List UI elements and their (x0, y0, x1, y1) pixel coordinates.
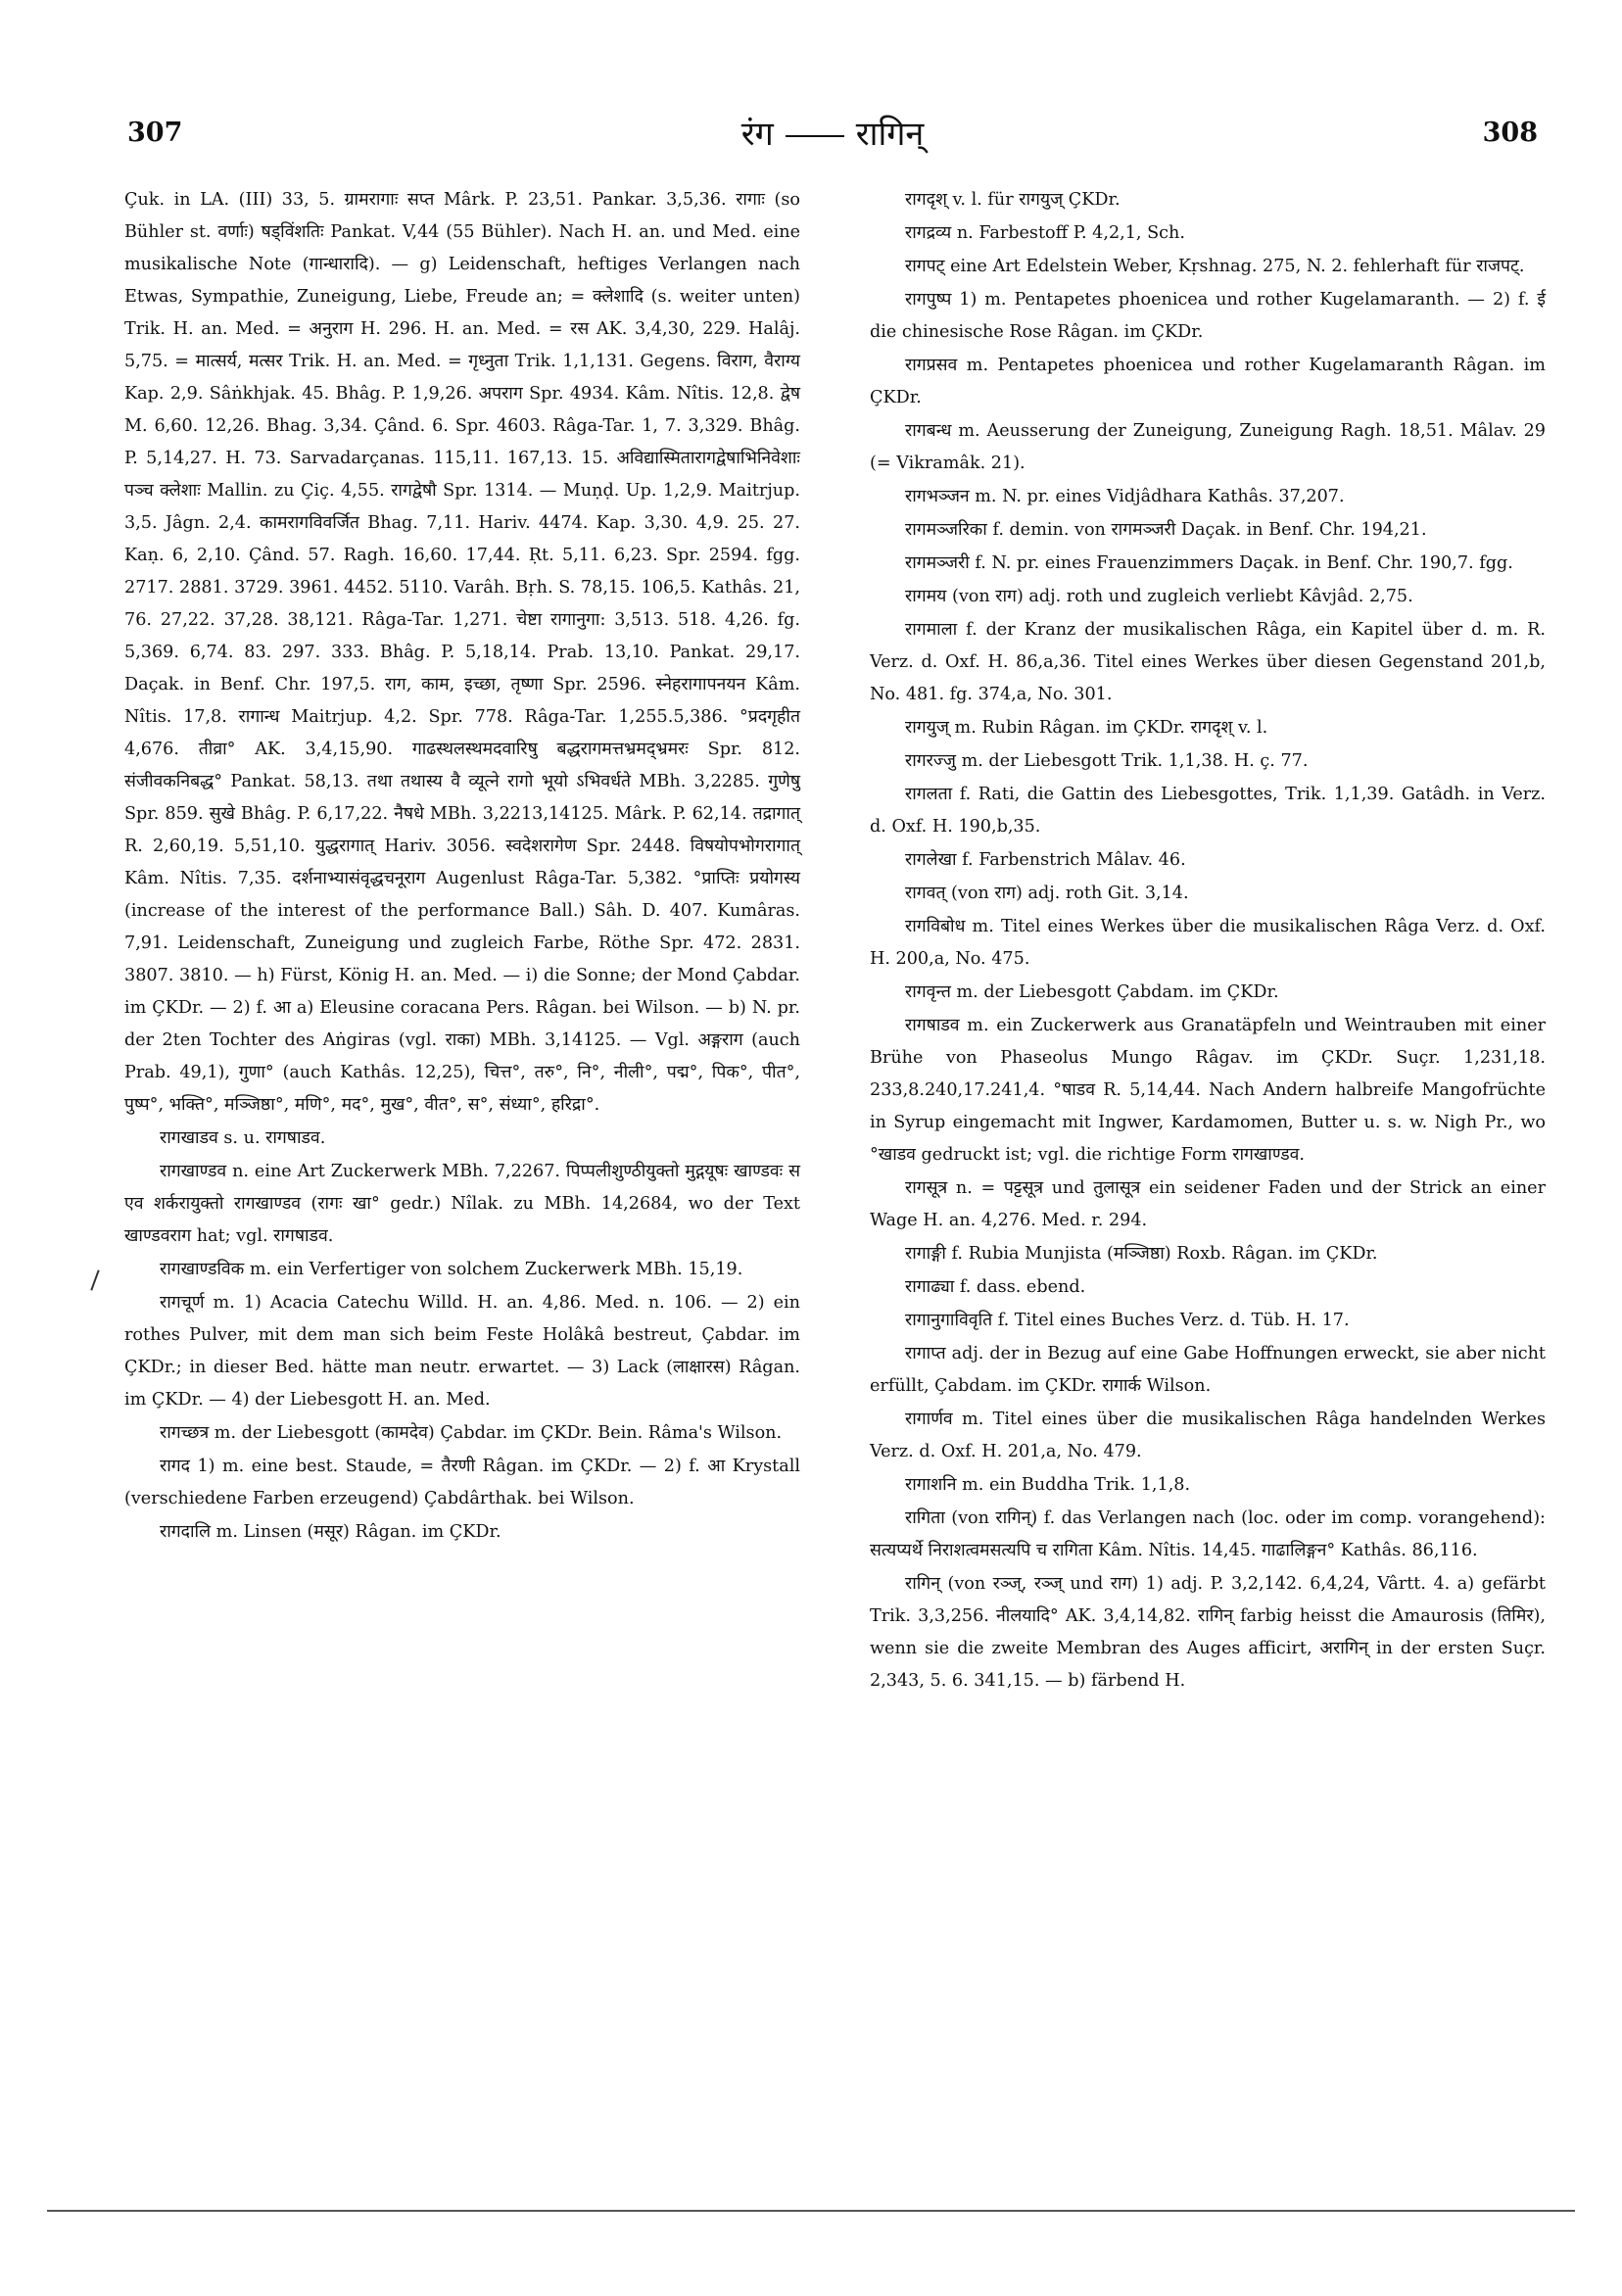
dictionary-entry: रागचूर्ण m. 1) Acacia Catechu Willd. H. an. 4,86. Med. n. 106. — 2) ein rothes Pulver, mit dem man sich beim Feste Holâkâ bestreut, Çabdar. im ÇKDr.; in dieser Bed. hätte man neutr. erwartet. — 3) Lack (लाक्षारस) Râgan. im ÇKDr. — 4) der Liebesgott H. an. Med. (124, 1293, 800, 1410)
dictionary-entry: रागपट् eine Art Edelstein Weber, Kṛshnag. 275, N. 2. fehlerhaft für राजपट्. (905, 257, 1525, 276)
dictionary-entry: रागलेखा f. Farbenstrich Mâlav. 46. (905, 850, 1186, 870)
dictionary-entry: रागद 1) m. eine best. Staude, = तैरणी Râgan. im ÇKDr. — 2) f. आ Krystall (verschiedene Farben erzeugend) Çabdârthak. bei Wilson. (124, 1457, 800, 1508)
dictionary-entry: रागिता (von रागिन्) f. das Verlangen nach (loc. oder im comp. vorangehend): सत्यप्यर्थे निराशत्वमसत्यपि च रागिता Kâm. Nîtis. 14,45. गाढालिङ्गन° Kathâs. 86,116. (870, 1508, 1546, 1560)
headword-to: रागिन् (855, 115, 925, 154)
dictionary-entry: रागखाण्डव n. eine Art Zuckerwerk MBh. 7,2267. पिप्पलीशुण्ठीयुक्तो मुद्गयूषः खाण्डवः स एव शर्करायुक्तो रागखाण्डव (रागः खा° gedr.) Nîlak. zu MBh. 14,2684, wo der Text खाण्डवराग hat; vgl. रागषाडव. (124, 1162, 800, 1246)
page-header (127, 110, 1538, 159)
dictionary-entry: रागवत् (von राग) adj. roth Git. 3,14. (905, 884, 1189, 903)
margin-mark (90, 1269, 99, 1290)
dictionary-entry: रागमाला f. der Kranz der musikalischen Râga, ein Kapitel über d. m. R. Verz. d. Oxf. H. 86,a,36. Titel eines Werkes über diesen Gegenstand 201,b, No. 481. fg. 374,a, No. 301. (870, 620, 1546, 704)
headword-from: रंग (740, 115, 774, 154)
dictionary-entry: रागदालि m. Linsen (मसूर) Râgan. im ÇKDr. (160, 1522, 501, 1542)
left-column (124, 184, 800, 1550)
dictionary-entry: रागाप्त adj. der in Bezug auf eine Gabe Hoffnungen erweckt, sie aber nicht erfüllt, Çabdam. im ÇKDr. रागार्क Wilson. (870, 1344, 1546, 1396)
dictionary-entry: रागाङ्गी f. Rubia Munjista (मञ्जिष्ठा) Roxb. Râgan. im ÇKDr. (905, 1244, 1378, 1264)
dictionary-entry: रागपुष्प 1) m. Pentapetes phoenicea und rother Kugelamaranth. — 2) f. ई die chinesische Rose Râgan. im ÇKDr. (870, 290, 1546, 342)
right-column (870, 184, 1546, 1698)
dictionary-entry: रागिन् (von रञ्ज्, रञ्ज् und राग) 1) adj. P. 3,2,142. 6,4,24, Vârtt. 4. a) gefärbt Trik. 3,3,256. नीलयादि° AK. 3,4,14,82. रागिन् farbig heisst die Amaurosis (तिमिर), wenn sie die zweite Membran des Auges afficirt, अरागिन् in der ersten Suçr. 2,343, 5. 6. 341,15. — b) färbend H. (870, 1574, 1546, 1691)
dictionary-entry: रागविबोध m. Titel eines Werkes über die musikalischen Râga Verz. d. Oxf. H. 200,a, No. 475. (870, 917, 1546, 969)
dictionary-entry: रागाशनि m. ein Buddha Trik. 1,1,8. (905, 1475, 1191, 1495)
dictionary-entry: रागभञ्जन m. N. pr. eines Vidjâdhara Kathâs. 37,207. (905, 487, 1345, 506)
page-number-left: 307 (127, 118, 183, 148)
dictionary-entry: रागानुगाविवृति f. Titel eines Buches Verz. d. Tüb. H. 17. (905, 1311, 1350, 1330)
dictionary-entry: रागखाडव s. u. रागषाडव. (160, 1128, 326, 1148)
dictionary-entry: रागलता f. Rati, die Gattin des Liebesgottes, Trik. 1,1,39. Gatâdh. in Verz. d. Oxf. H. 190,b,35. (870, 785, 1546, 837)
dictionary-entry: रागार्णव m. Titel eines über die musikalischen Râga handelnden Werkes Verz. d. Oxf. H. 201,a, No. 479. (870, 1410, 1546, 1461)
dictionary-entry: रागसूत्र n. = पट्टसूत्र und तुलासूत्र ein seidener Faden und der Strick an einer Wage H. an. 4,276. Med. r. 294. (870, 1178, 1546, 1230)
dictionary-entry: रागमय (von राग) adj. roth und zugleich verliebt Kâvjâd. 2,75. (905, 587, 1413, 606)
dictionary-entry: रागषाडव m. ein Zuckerwerk aus Granatäpfeln und Weintrauben mit einer Brühe von Phaseolus Mungo Râgav. im ÇKDr. Suçr. 1,231,18. 233,8.240,17.241,4. °षाडव R. 5,14,44. Nach Andern halbreife Mangofrüchte in Syrup eingemacht mit Ingwer, Kardamomen, Butter u. s. w. Nigh Pr., wo °खाडव gedruckt ist; vgl. die richtige Form रागखाण्डव. (870, 1016, 1546, 1165)
dictionary-entry: रागयुज् m. Rubin Râgan. im ÇKDr. रागदृश् v. l. (905, 718, 1268, 738)
dictionary-entry: रागमञ्जरी f. N. pr. eines Frauenzimmers Daçak. in Benf. Chr. 190,7. fgg. (905, 553, 1513, 573)
dictionary-entry: रागप्रसव m. Pentapetes phoenicea und rother Kugelamaranth Râgan. im ÇKDr. (870, 356, 1546, 407)
dictionary-entry: रागद्रव्य n. Farbestoff P. 4,2,1, Sch. (905, 223, 1185, 243)
dictionary-entry: रागमञ्जरिका f. demin. von रागमञ्जरी Daçak. in Benf. Chr. 194,21. (905, 520, 1427, 540)
dictionary-entry: Çuk. in LA. (III) 33, 5. ग्रामरागाः सप्त Mârk. P. 23,51. Pankar. 3,5,36. रागाः (so Bühler st. वर्णाः) षड्विंशतिः Pankat. V,44 (55 Bühler). Nach H. an. und Med. eine musikalische Note (गान्धारादि). — g) Leidenschaft, heftiges Verlangen nach Etwas, Sympathie, Zuneigung, Liebe, Freude an; = क्लेशादि (s. weiter unten) Trik. H. an. Med. = अनुराग H. 296. H. an. Med. = रस AK. 3,4,30, 229. Halâj. 5,75. = मात्सर्य, मत्सर Trik. H. an. Med. = गृध्नुता Trik. 1,1,131. Gegens. विराग, वैराग्य Kap. 2,9. Sâṅkhjak. 45. Bhâg. P. 1,9,26. अपराग Spr. 4934. Kâm. Nîtis. 12,8. द्वेष M. 6,60. 12,26. Bhag. 3,34. Çând. 6. Spr. 4603. Râga-Tar. 1, 7. 3,329. Bhâg. P. 5,14,27. H. 73. Sarvadarçanas. 115,11. 167,13. 15. अविद्यास्मितारागद्वेषाभिनिवेशाः पञ्च क्लेशाः Mallin. zu Çiç. 4,55. रागद्वेषौ Spr. 1314. — Muṇḍ. Up. 1,2,9. Maitrjup. 3,5. Jâgn. 2,4. कामरागविवर्जित Bhag. 7,11. Hariv. 4474. Kap. 3,30. 4,9. 25. 27. Kaṇ. 6, 2,10. Çând. 57. Ragh. 16,60. 17,44. Ṛt. 5,11. 6,23. Spr. 2594. fgg. 2717. 2881. 3729. 3961. 4452. 5110. Varâh. Bṛh. S. 78,15. 106,5. Kathâs. 21, 76. 27,22. 37,28. 38,121. Râga-Tar. 1,271. चेष्टा रागानुगा: 3,513. 518. 4,26. fg. 5,369. 6,74. 83. 297. 333. Bhâg. P. 5,18,14. Prab. 13,10. Pankat. 29,17. Daçak. in Benf. Chr. 197,5. राग, काम, इच्छा, तृष्णा Spr. 2596. स्नेहरागापनयन Kâm. Nîtis. 17,8. रागान्ध Maitrjup. 4,2. Spr. 778. Râga-Tar. 1,255.5,386. °प्रदगृहीत 4,676. तीव्रा° AK. 3,4,15,90. गाढस्थलस्थमदवारिषु बद्धरागमत्तभ्रमद्भ्रमरः Spr. 812. संजीवकनिबद्ध° Pankat. 58,13. तथा तथास्य वै व्यूत्ने रागो भूयो ऽभिवर्धते MBh. 3,2285. गुणेषु Spr. 859. सुखे Bhâg. P. 6,17,22. नैषधे MBh. 3,2213,14125. Mârk. P. 62,14. तद्रागात् R. 2,60,19. 5,51,10. युद्धरागात् Hariv. 3056. स्वदेशरागेण Spr. 2448. विषयोपभोगरागात् Kâm. Nîtis. 7,35. दर्शनाभ्यासंवृद्धचनूराग Augenlust Râga-Tar. 5,382. °प्राप्तिः प्रयोगस्य (increase of the interest of the performance Ball.) Sâh. D. 407. Kumâras. 7,91. Leidenschaft, Zuneigung und zugleich Farbe, Röthe Spr. 472. 2831. 3807. 3810. — h) Fürst, König H. an. Med. — i) die Sonne; der Mond Çabdar. im ÇKDr. — 2) f. आ a) Eleusine coracana Pers. Râgan. bei Wilson. — b) N. pr. der 2ten Tochter des Aṅgiras (vgl. राका) MBh. 3,14125. — Vgl. अङ्गराग (auch Prab. 49,1), गुणा° (auch Kathâs. 12,25), चित्त°, तरु°, नि°, नीली°, पद्म°, पिक°, पीत°, पुष्प°, भक्ति°, मञ्जिष्ठा°, मणि°, मद°, मुख°, वीत°, स°, संध्या°, हरिद्रा°. (124, 190, 800, 1115)
dictionary-entry: रागखाण्डविक m. ein Verfertiger von solchem Zuckerwerk MBh. 15,19. (160, 1260, 743, 1279)
dictionary-entry: रागरज्जु m. der Liebesgott Trik. 1,1,38. H. ç. 77. (905, 751, 1309, 771)
dictionary-entry: रागदृश् v. l. für रागयुज् ÇKDr. (905, 190, 1121, 210)
footer-rule (47, 2210, 1575, 2212)
dictionary-entry: रागवृन्त m. der Liebesgott Çabdam. im ÇKDr. (905, 982, 1279, 1002)
dictionary-entry: रागच्छत्र m. der Liebesgott (कामदेव) Çabdar. im ÇKDr. Bein. Râma's Wilson. (160, 1423, 783, 1443)
headword-dash (786, 135, 844, 137)
dictionary-entry: रागबन्ध m. Aeusserung der Zuneigung, Zuneigung Ragh. 18,51. Mâlav. 29 (= Vikramâk. 21). (870, 421, 1546, 473)
running-headwords (127, 110, 1538, 155)
dictionary-entry: रागाढ्या f. dass. ebend. (905, 1277, 1086, 1297)
page-number-right: 308 (1482, 118, 1538, 148)
